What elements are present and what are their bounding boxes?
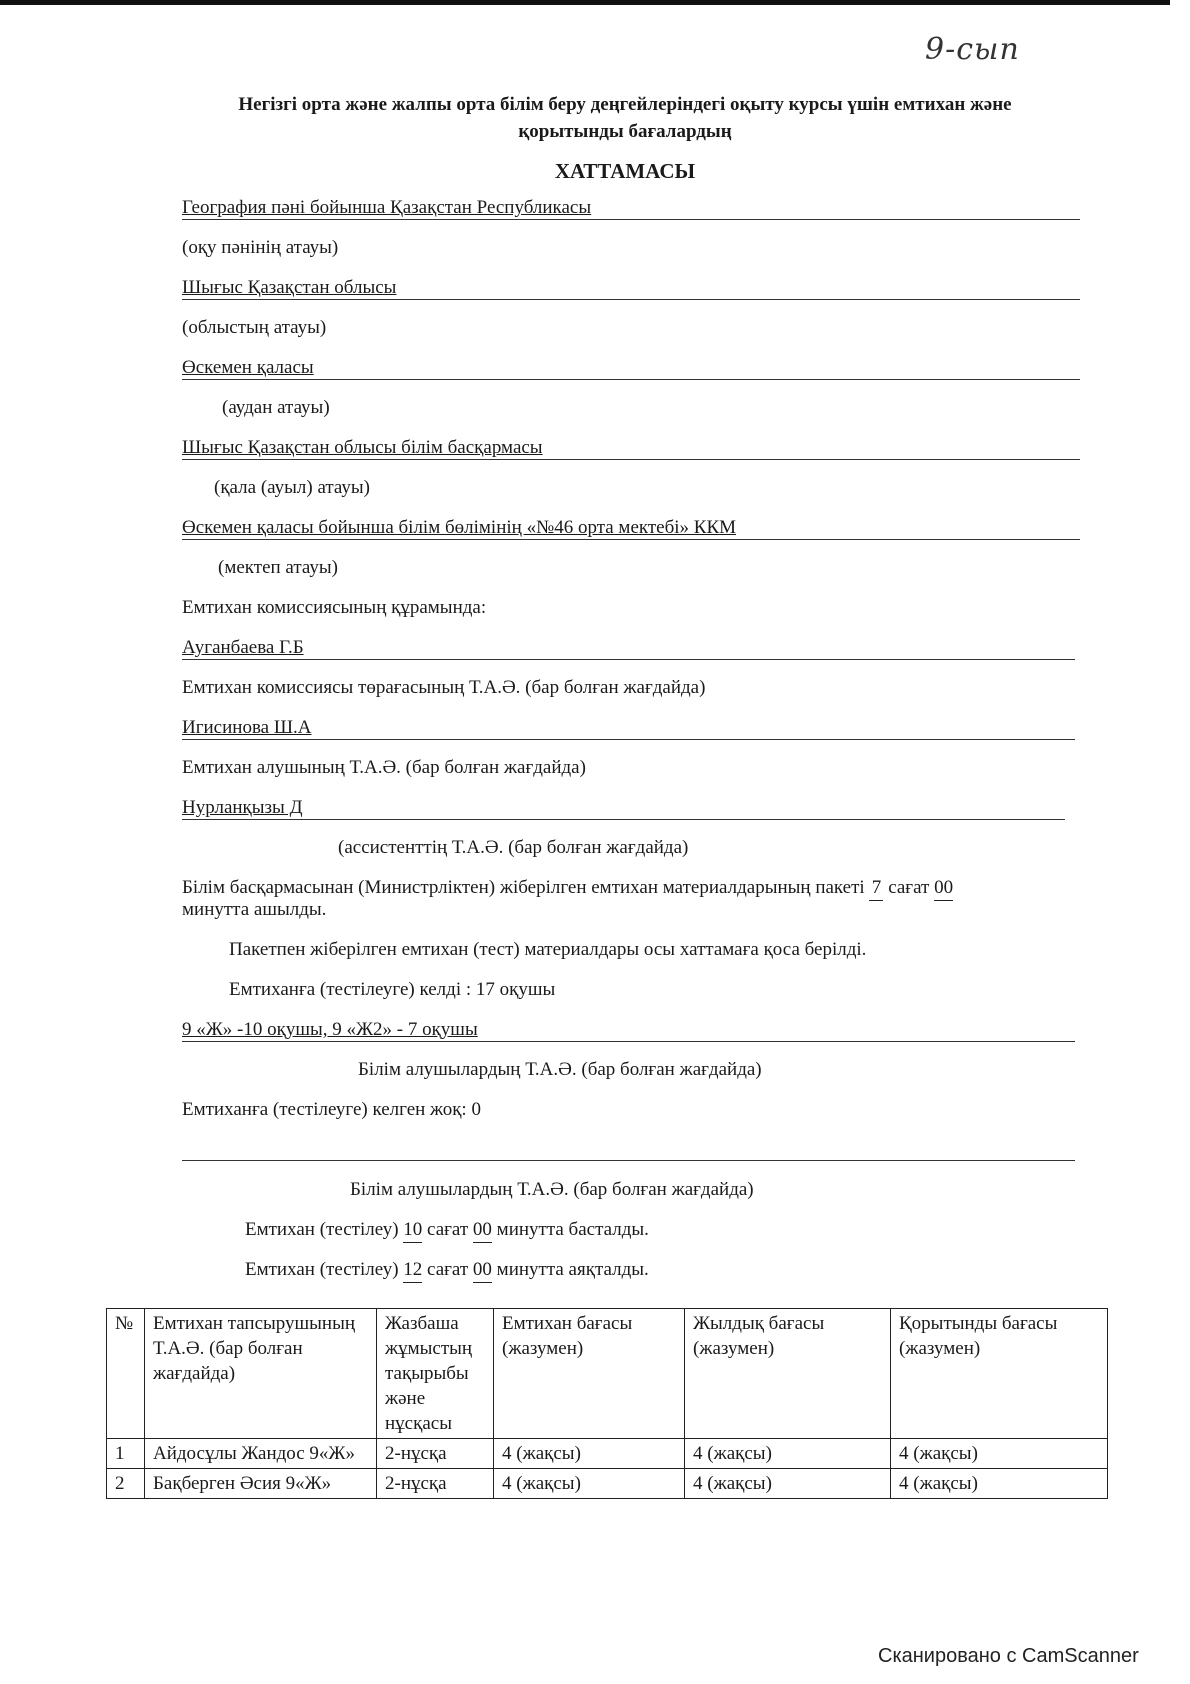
package-text-b: сағат <box>888 877 930 898</box>
chair-caption: Емтихан комиссиясы төрағасының Т.А.Ә. (бар болған жағдайда) <box>182 677 706 698</box>
commission-intro: Емтихан комиссиясының құрамында: <box>182 597 487 618</box>
header-exam-grade: Емтихан бағасы (жазумен) <box>494 1309 685 1439</box>
title-line-2: қорытынды бағалардың <box>518 121 732 142</box>
start-hour: 10 <box>403 1219 422 1243</box>
package-text-c: минутта ашылды. <box>182 899 327 920</box>
title-line-1: Негізгі орта және жалпы орта білім беру деңгейлеріндегі оқыту курсы үшін емтихан және <box>238 94 1012 115</box>
header-student-name: Емтихан тапсырушының Т.А.Ә. (бар болған жағдайда) <box>145 1309 377 1439</box>
end-minute: 00 <box>473 1259 492 1283</box>
student-name: Бақберген Әсия 9«Ж» <box>145 1469 377 1499</box>
city-fill-line <box>182 459 1080 460</box>
table-row <box>107 1439 1108 1469</box>
examiner-value: Игисинова Ш.А <box>182 717 312 738</box>
absent-fill-line <box>182 1160 1075 1161</box>
examiner-caption: Емтихан алушының Т.А.Ә. (бар болған жағдайда) <box>182 757 586 778</box>
students-caption-1: Білім алушылардың Т.А.Ә. (бар болған жағдайда) <box>358 1059 762 1080</box>
assistant-value: Нурланқызы Д <box>182 797 303 818</box>
district-caption: (аудан атауы) <box>222 397 330 418</box>
students-caption-2: Білім алушылардың Т.А.Ә. (бар болған жағдайда) <box>350 1179 754 1200</box>
end-text-b: сағат <box>427 1259 469 1280</box>
assistant-fill-line <box>182 819 1065 820</box>
region-caption: (облыстың атауы) <box>182 317 327 338</box>
end-hour: 12 <box>403 1259 422 1283</box>
header-number: № <box>107 1309 145 1439</box>
package-hour: 7 <box>869 877 883 901</box>
exam-start-line <box>245 1219 649 1243</box>
absent-count: Емтиханға (тестілеуге) келген жоқ: 0 <box>182 1099 481 1120</box>
results-table <box>106 1308 1108 1499</box>
table-row <box>107 1469 1108 1499</box>
attached-materials-note: Пакетпен жіберілген емтихан (тест) материалдары осы хаттамаға қоса берілді. <box>229 939 867 960</box>
final-grade: 4 (жақсы) <box>891 1439 1108 1469</box>
school-fill-line <box>182 539 1080 540</box>
assistant-caption: (ассистенттің Т.А.Ә. (бар болған жағдайда) <box>338 837 689 858</box>
end-text-a: Емтихан (тестілеу) <box>245 1259 399 1280</box>
start-text-a: Емтихан (тестілеу) <box>245 1219 399 1240</box>
region-fill-line <box>182 299 1080 300</box>
exam-grade: 4 (жақсы) <box>494 1469 685 1499</box>
classes-fill-line <box>182 1041 1075 1042</box>
start-minute: 00 <box>473 1219 492 1243</box>
arrived-count: Емтиханға (тестілеуге) келді : 17 оқушы <box>229 979 556 1000</box>
chair-fill-line <box>182 659 1075 660</box>
work-variant: 2-нұсқа <box>377 1439 494 1469</box>
subject-caption: (оқу пәнінің атауы) <box>182 237 339 258</box>
header-annual-grade: Жылдық бағасы (жазумен) <box>685 1309 891 1439</box>
scanner-watermark: Сканировано с CamScanner <box>878 1645 1139 1667</box>
work-variant: 2-нұсқа <box>377 1469 494 1499</box>
row-number: 1 <box>107 1439 145 1469</box>
city-value: Шығыс Қазақстан облысы білім басқармасы <box>182 437 543 458</box>
chair-value: Ауганбаева Г.Б <box>182 637 304 658</box>
document-heading: ХАТТАМАСЫ <box>554 159 696 183</box>
top-border <box>0 0 1170 5</box>
package-text-a: Білім басқармасынан (Министрліктен) жіберілген емтихан материалдарының пакеті <box>182 877 865 898</box>
subject-fill-line <box>182 219 1080 220</box>
start-text-c: минутта басталды. <box>496 1219 649 1240</box>
header-work-topic: Жазбаша жұмыстың тақырыбы және нұсқасы <box>377 1309 494 1439</box>
classes-value: 9 «Ж» -10 оқушы, 9 «Ж2» - 7 оқушы <box>182 1019 478 1040</box>
annual-grade: 4 (жақсы) <box>685 1469 891 1499</box>
start-text-b: сағат <box>427 1219 469 1240</box>
exam-end-line <box>245 1259 649 1283</box>
header-final-grade: Қорытынды бағасы (жазумен) <box>891 1309 1108 1439</box>
city-caption: (қала (ауыл) атауы) <box>214 477 370 498</box>
subject-value: География пәні бойынша Қазақстан Республикасы <box>182 197 592 218</box>
annual-grade: 4 (жақсы) <box>685 1439 891 1469</box>
handwritten-page-note: 9-сып <box>925 32 1020 67</box>
district-value: Өскемен қаласы <box>182 357 314 378</box>
package-minute: 00 <box>934 877 953 901</box>
table-header-row <box>107 1309 1108 1439</box>
row-number: 2 <box>107 1469 145 1499</box>
exam-grade: 4 (жақсы) <box>494 1439 685 1469</box>
region-value: Шығыс Қазақстан облысы <box>182 277 397 298</box>
examiner-fill-line <box>182 739 1075 740</box>
school-value: Өскемен қаласы бойынша білім бөлімінің «№46 орта мектебі» ККМ <box>182 517 737 538</box>
end-text-c: минутта аяқталды. <box>496 1259 649 1280</box>
district-fill-line <box>182 379 1080 380</box>
school-caption: (мектеп атауы) <box>218 557 338 578</box>
student-name: Айдосұлы Жандос 9«Ж» <box>145 1439 377 1469</box>
final-grade: 4 (жақсы) <box>891 1469 1108 1499</box>
package-opened-line <box>182 877 953 901</box>
